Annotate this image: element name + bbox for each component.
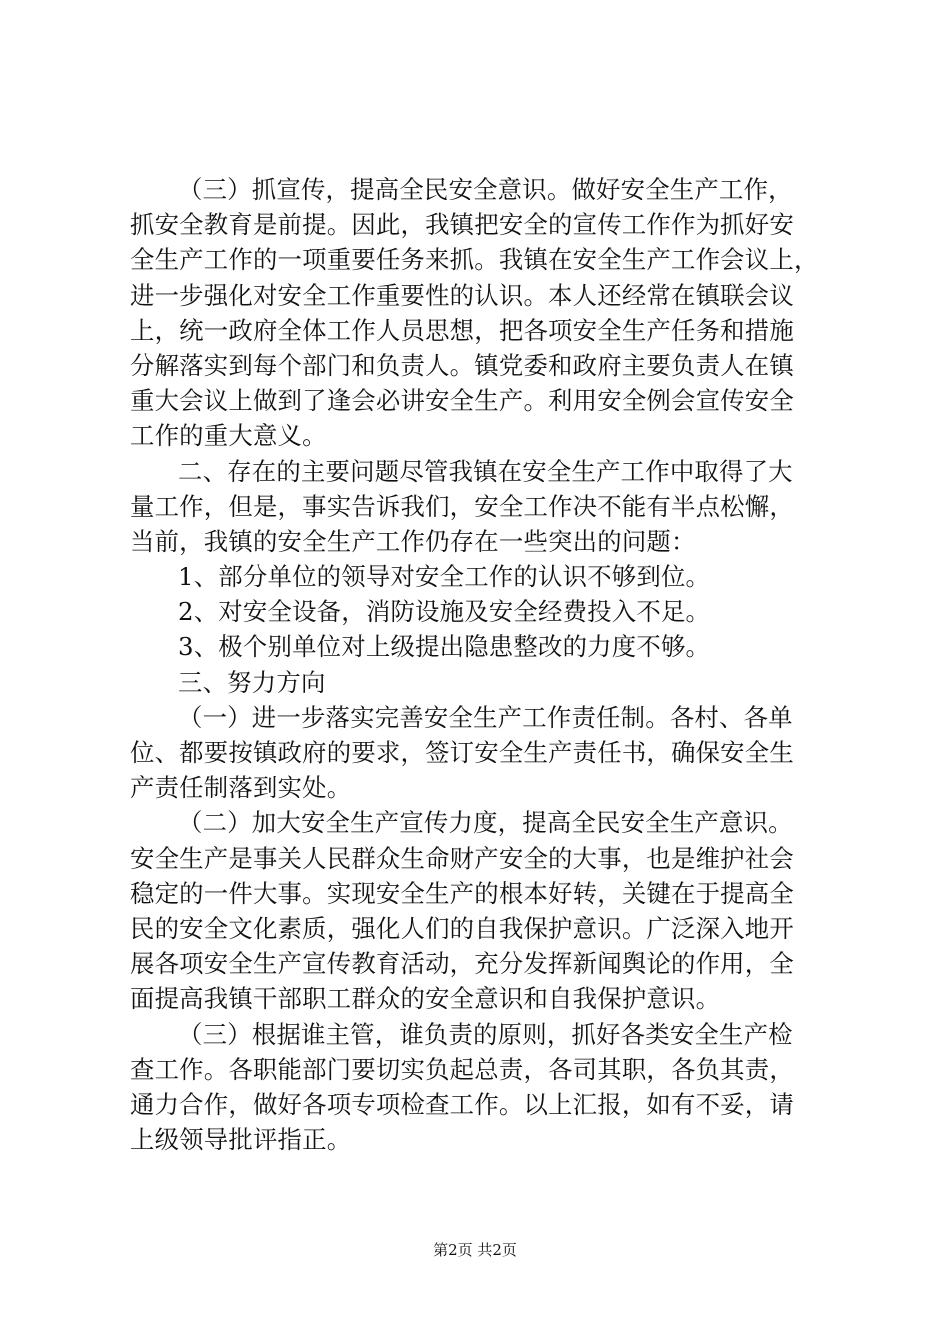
text-line: 通力合作，做好各项专项检查工作。以上汇报，如有不妥，请 <box>130 1089 794 1119</box>
text-line: 面提高我镇干部职工群众的安全意识和自我保护意识。 <box>130 984 721 1014</box>
text-line: （三）抓宣传，提高全民安全意识。做好安全生产工作， <box>178 175 793 204</box>
text-line: 当前，我镇的安全生产工作仍存在一些突出的问题： <box>130 526 696 556</box>
text-line: 重大会议上做到了逢会必讲安全生产。利用安全例会宣传安全 <box>130 386 794 416</box>
text-line: 全生产工作的一项重要任务来抓。我镇在安全生产工作会议上， <box>130 245 819 275</box>
text-line: 查工作。各职能部门要切实负起总责，各司其职，各负其责， <box>130 1054 794 1084</box>
text-line: 三、努力方向 <box>178 667 326 697</box>
text-line: 民的安全文化素质，强化人们的自我保护意识。广泛深入地开 <box>130 913 794 943</box>
text-line: 产责任制落到实处。 <box>130 773 352 803</box>
text-line: 安全生产是事关人民群众生命财产安全的大事，也是维护社会 <box>130 843 794 873</box>
text-line: 进一步强化对安全工作重要性的认识。本人还经常在镇联会议 <box>130 280 794 310</box>
document-body <box>130 172 830 1157</box>
text-line: 量工作，但是，事实告诉我们，安全工作决不能有半点松懈， <box>130 491 794 521</box>
text-line: 上级领导批评指正。 <box>130 1125 352 1155</box>
text-line: 稳定的一件大事。实现安全生产的根本好转，关键在于提高全 <box>130 878 794 908</box>
text-line: 位、都要按镇政府的要求，签订安全生产责任书，确保安全生 <box>130 738 794 767</box>
text-line: 工作的重大意义。 <box>130 421 327 451</box>
text-line: 展各项安全生产宣传教育活动，充分发挥新闻舆论的作用，全 <box>130 949 794 979</box>
text-line: 3、极个别单位对上级提出隐患整改的力度不够。 <box>178 632 711 662</box>
text-line: （一）进一步落实完善安全生产工作责任制。各村、各单 <box>178 702 793 732</box>
page-footer: 第2页 共2页 <box>433 1241 517 1259</box>
text-line: 分解落实到每个部门和负责人。镇党委和政府主要负责人在镇 <box>130 350 794 380</box>
text-line: 抓安全教育是前提。因此，我镇把安全的宣传工作作为抓好安 <box>130 210 794 240</box>
text-line: 二、存在的主要问题尽管我镇在安全生产工作中取得了大 <box>178 456 793 486</box>
text-line: 2、对安全设备，消防设施及安全经费投入不足。 <box>178 597 711 627</box>
text-line: （二）加大安全生产宣传力度，提高全民安全生产意识。 <box>178 808 793 838</box>
text-line: 1、部分单位的领导对安全工作的认识不够到位。 <box>178 562 711 592</box>
text-line: （三）根据谁主管，谁负责的原则，抓好各类安全生产检 <box>178 1019 793 1049</box>
text-line: 上，统一政府全体工作人员思想，把各项安全生产任务和措施 <box>130 315 794 345</box>
